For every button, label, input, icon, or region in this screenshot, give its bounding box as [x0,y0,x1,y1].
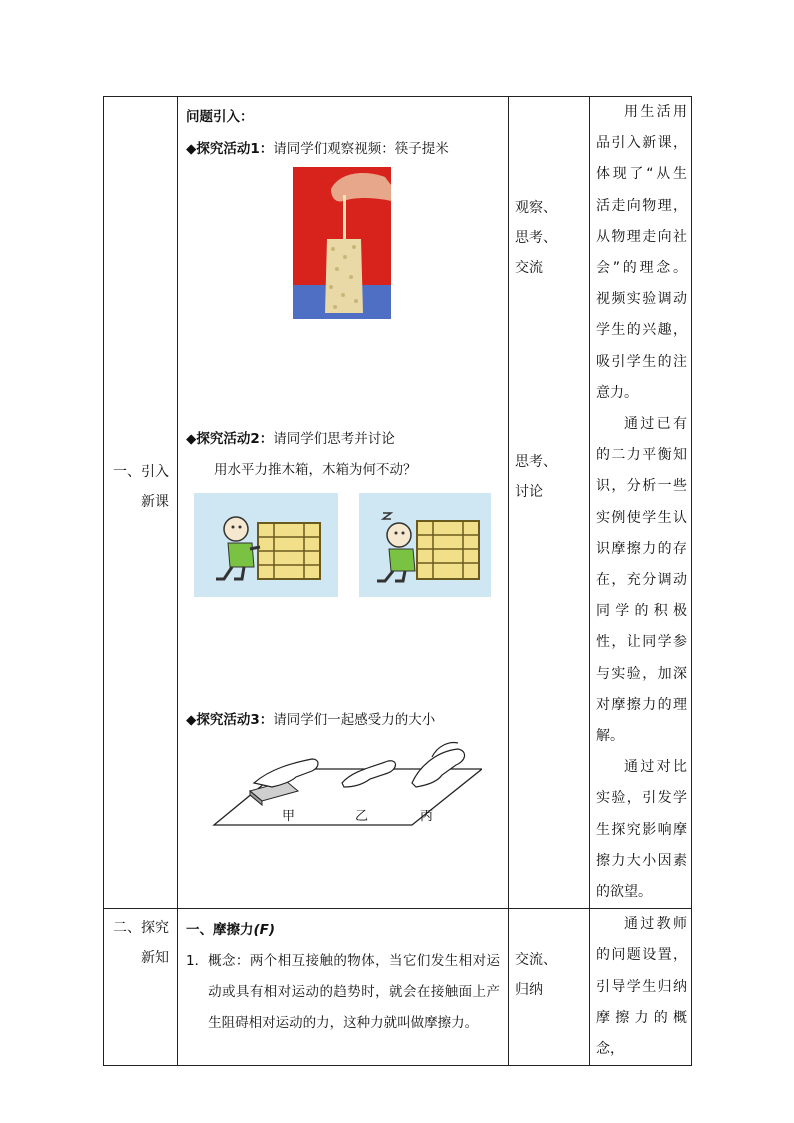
student-activity-cell-explore [509,909,590,1066]
design-intent-cell-explore [590,909,692,1066]
student-activity-b2: 讨论 [515,484,543,500]
activity-3 [186,708,435,728]
section-heading-text: 一、摩擦力 [186,922,254,939]
activity-2-question: 用水平力推木箱，木箱为何不动？ [214,462,417,478]
hands-on-table-diagram [212,739,482,829]
hand-label-3: 丙 [420,809,434,824]
design-intent-explore: 通过教师的问题设置，引导学生归纳摩擦力的概念， [596,916,687,1058]
phase-label-line1: 二、探究 [113,920,169,937]
phase-label-line1: 一、引入 [113,464,169,480]
activity-2-text: 请同学们思考并讨论 [273,431,395,447]
chopstick-rice-photo [293,167,391,319]
hand-label-1: 甲 [282,809,296,824]
phase-cell-explore [104,909,178,1066]
activity-1-text: 请同学们观察视频：筷子提米 [273,141,449,157]
activity-2-label: ◆探究活动2： [186,431,274,447]
design-intent-p3: 通过对比实验，引发学生探究影响摩擦力大小因素的欲望。 [596,759,687,901]
activity-1-label: ◆探究活动1： [186,141,274,157]
section-heading-friction [186,915,500,946]
push-box-picture-left [194,493,338,597]
activity-3-label: ◆探究活动3： [186,712,274,728]
table-row-explore [104,909,692,1066]
student-activity-cell-intro [509,97,590,909]
student-activity-b1: 思考、 [515,454,557,470]
definition-number: 1． [186,953,209,970]
student-activity-a3: 交流 [515,260,543,276]
student-activity-c2: 归纳 [515,982,543,999]
definition-text: 概念：两个相互接触的物体，当它们发生相对运动或具有相对运动的趋势时，就会在接触面上产生阻碍相对运动的力，这种力就叫做摩擦力。 [208,953,500,1032]
phase-label-line2: 新课 [141,494,169,510]
definition-item [186,946,500,1039]
phase-cell-intro [104,97,178,909]
phase-label-line2: 新知 [141,950,169,967]
hand-label-2: 乙 [355,809,369,824]
lesson-plan-table [103,96,692,1066]
student-activity-a1: 观察、 [515,200,557,216]
activity-2 [186,427,395,447]
activity-1 [186,137,449,157]
activity-3-text: 请同学们一起感受力的大小 [273,712,436,728]
design-intent-p1: 用生活用品引入新课，体现了“从生活走向物理，从物理走向社会”的理念。视频实验调动学生的兴趣，吸引学生的注意力。 [596,104,687,401]
design-intent-p2: 通过已有的二力平衡知识，分析一些实例使学生认识摩擦力的存在，充分调动同学的积极性，让同学参与实验，加深对摩擦力的理解。 [596,416,687,745]
content-cell-explore [178,909,509,1066]
content-cell-intro [178,97,509,909]
section-heading: 问题引入： [186,109,254,125]
student-activity-c1: 交流、 [515,952,557,969]
student-activity-a2: 思考、 [515,230,557,246]
push-box-picture-right [359,493,491,597]
design-intent-cell-intro [590,97,692,909]
table-row-intro [104,97,692,909]
section-heading-symbol: (F) [253,922,276,939]
